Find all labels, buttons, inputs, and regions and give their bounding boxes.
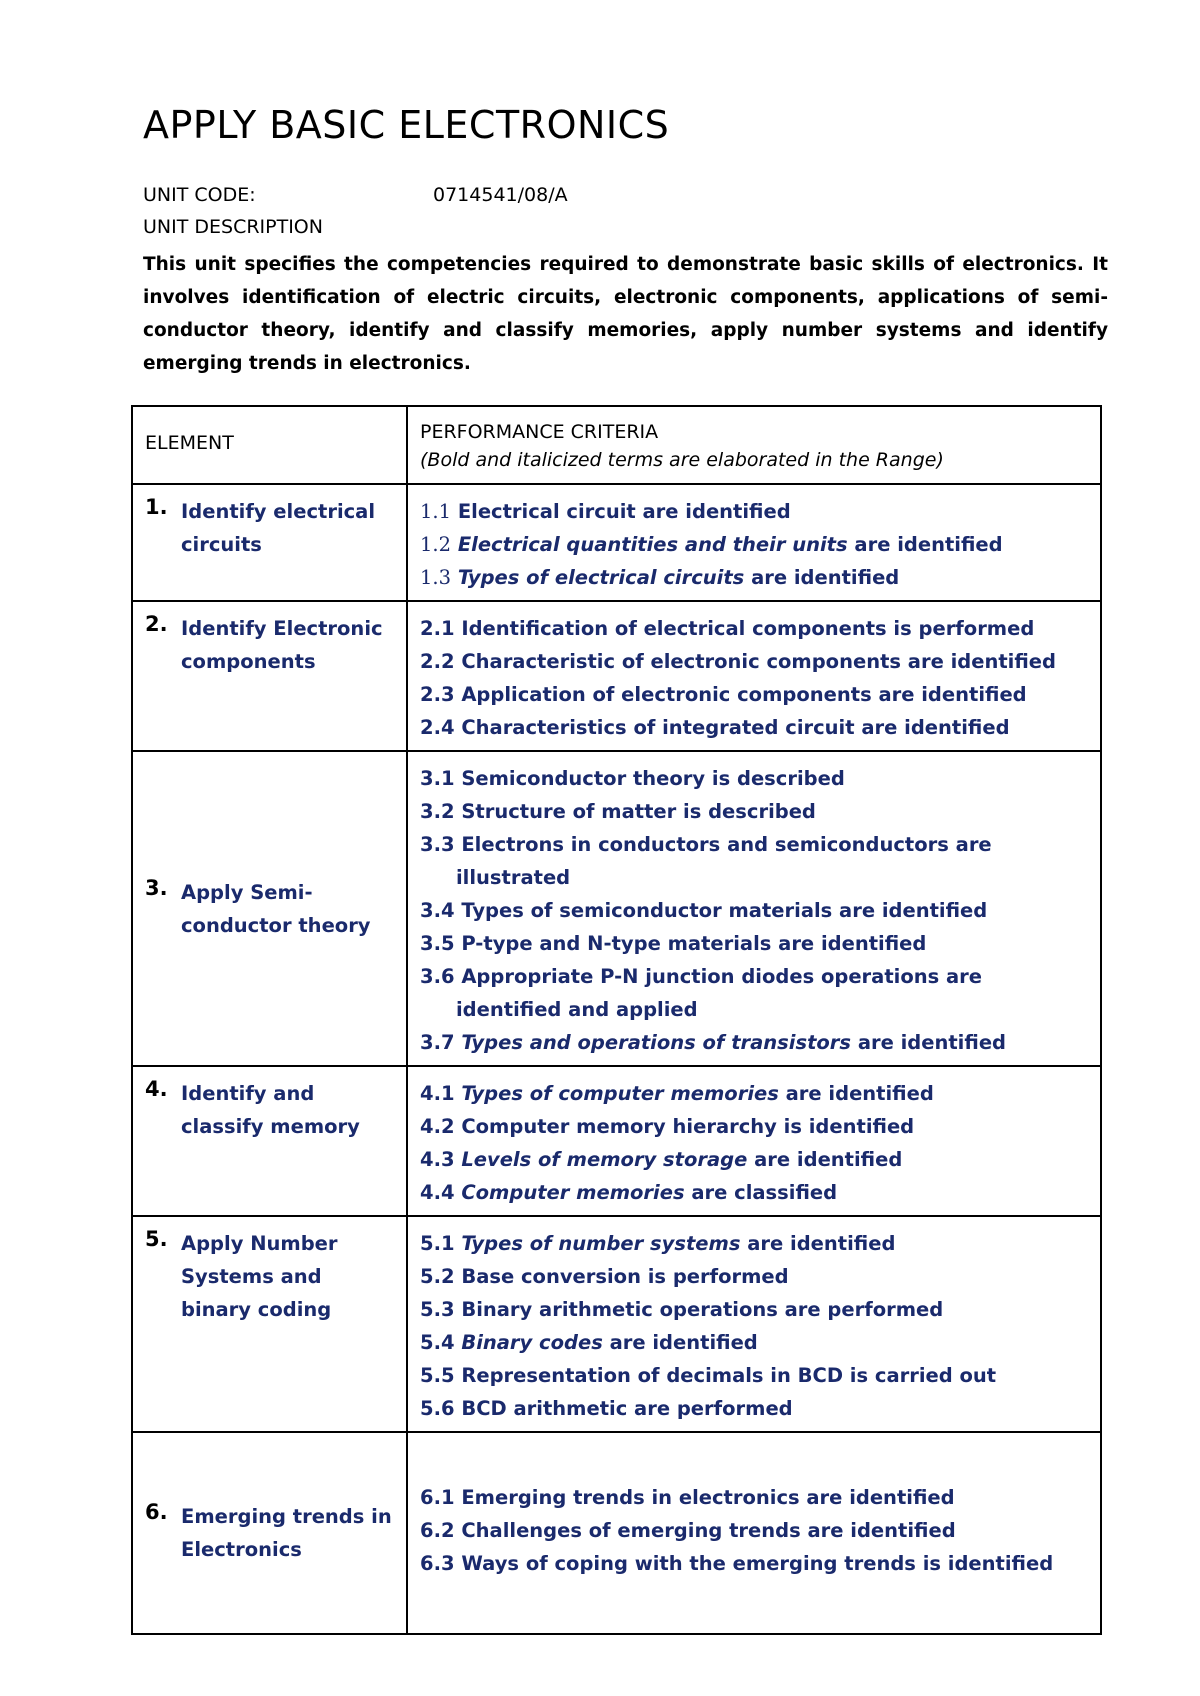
table-row <box>132 1216 1101 1432</box>
criteria-table <box>131 405 1102 1635</box>
criteria-text: Application of electronic components are identified <box>461 683 1027 706</box>
header-element: ELEMENT <box>132 406 407 484</box>
criteria-item <box>420 1293 1088 1326</box>
criteria-item <box>420 927 1088 960</box>
criteria-number: 3.4 <box>420 899 455 922</box>
element-number: 4. <box>145 1077 168 1101</box>
criteria-number: 4.2 <box>420 1115 455 1138</box>
criteria-text: Electrical circuit are identified <box>457 500 791 523</box>
unit-description-heading: UNIT DESCRIPTION <box>143 216 323 238</box>
element-label: Identify electrical circuits <box>181 500 376 556</box>
criteria-item <box>420 1077 1088 1110</box>
criteria-number: 4.4 <box>420 1181 455 1204</box>
criteria-item <box>420 1514 1088 1547</box>
criteria-range-term: Types of number systems <box>461 1232 741 1255</box>
criteria-number: 4.1 <box>420 1082 455 1105</box>
criteria-text: are identified <box>740 1232 896 1255</box>
criteria-number: 3.6 <box>420 965 455 988</box>
element-label: Apply Number Systems and binary coding <box>181 1232 338 1321</box>
criteria-number: 6.1 <box>420 1485 455 1509</box>
criteria-item <box>420 1143 1088 1176</box>
criteria-number: 1.1 <box>420 500 452 523</box>
header-pc-note: (Bold and italicized terms are elaborated in the Range) <box>420 449 944 471</box>
criteria-number: 5.5 <box>420 1364 455 1387</box>
element-cell <box>132 1216 407 1432</box>
criteria-number: 3.2 <box>420 800 455 823</box>
criteria-number: 3.7 <box>420 1031 455 1054</box>
table-row <box>132 751 1101 1066</box>
element-number: 1. <box>145 495 168 519</box>
table-row <box>132 484 1101 601</box>
criteria-range-term: Binary codes <box>461 1331 603 1354</box>
criteria-item <box>420 528 1088 561</box>
element-cell <box>132 751 407 1066</box>
element-label: Identify Electronic components <box>181 617 383 673</box>
criteria-item <box>420 960 1088 1026</box>
criteria-cell <box>407 751 1101 1066</box>
criteria-number: 2.2 <box>420 650 455 673</box>
criteria-range-term: Types and operations of transistors <box>461 1031 852 1054</box>
criteria-item <box>420 828 1088 894</box>
criteria-range-term: Levels of memory storage <box>461 1148 748 1171</box>
header-pc-title: PERFORMANCE CRITERIA <box>420 421 659 443</box>
criteria-item <box>420 1026 1088 1059</box>
criteria-item <box>420 795 1088 828</box>
unit-code-line <box>143 184 568 206</box>
criteria-text: are identified <box>747 1148 903 1171</box>
criteria-item <box>420 612 1088 645</box>
criteria-number: 3.3 <box>420 833 455 856</box>
criteria-text: Base conversion is performed <box>461 1265 789 1288</box>
criteria-item <box>420 711 1088 744</box>
element-number: 3. <box>145 875 168 900</box>
criteria-item <box>420 1547 1088 1580</box>
criteria-number: 3.5 <box>420 932 455 955</box>
criteria-item <box>420 1392 1088 1425</box>
header-performance-criteria <box>407 406 1101 484</box>
criteria-text: are identified <box>602 1331 758 1354</box>
element-cell <box>132 1066 407 1216</box>
element-cell <box>132 484 407 601</box>
criteria-number: 1.3 <box>420 566 452 589</box>
element-number: 2. <box>145 612 168 636</box>
criteria-text: Binary arithmetic operations are performed <box>461 1298 944 1321</box>
criteria-item <box>420 894 1088 927</box>
element-number: 6. <box>145 1500 168 1524</box>
unit-code-label: UNIT CODE: <box>143 184 256 206</box>
criteria-item <box>420 1481 1088 1514</box>
element-label: Identify and classify memory <box>181 1082 360 1138</box>
criteria-item <box>420 495 1088 528</box>
criteria-text: Appropriate P-N junction diodes operations are identified and applied <box>456 965 983 1021</box>
criteria-text: Characteristic of electronic components are identified <box>461 650 1056 673</box>
criteria-text: are classified <box>684 1181 838 1204</box>
criteria-number: 2.4 <box>420 716 455 739</box>
criteria-text: are identified <box>744 566 900 589</box>
table-row <box>132 1066 1101 1216</box>
element-cell <box>132 601 407 751</box>
criteria-text: P-type and N-type materials are identified <box>461 932 927 955</box>
criteria-text: BCD arithmetic are performed <box>461 1397 793 1420</box>
table-header-row <box>132 406 1101 484</box>
criteria-cell <box>407 484 1101 601</box>
criteria-text: Semiconductor theory is described <box>461 767 845 790</box>
criteria-item <box>420 1227 1088 1260</box>
criteria-text: Representation of decimals in BCD is carried out <box>461 1364 997 1387</box>
unit-code-value: 0714541/08/A <box>433 184 568 206</box>
criteria-item <box>420 1110 1088 1143</box>
criteria-text: are identified <box>851 1031 1007 1054</box>
criteria-item <box>420 1176 1088 1209</box>
criteria-number: 5.3 <box>420 1298 455 1321</box>
table-row <box>132 601 1101 751</box>
criteria-text: Characteristics of integrated circuit are identified <box>461 716 1010 739</box>
element-cell <box>132 1432 407 1634</box>
criteria-item <box>420 1326 1088 1359</box>
criteria-text: Challenges of emerging trends are identified <box>461 1518 956 1542</box>
criteria-cell <box>407 1432 1101 1634</box>
criteria-text: Types of semiconductor materials are identified <box>461 899 988 922</box>
criteria-number: 6.3 <box>420 1551 455 1575</box>
criteria-number: 5.2 <box>420 1265 455 1288</box>
criteria-text: Emerging trends in electronics are identified <box>461 1485 955 1509</box>
criteria-text: Electrons in conductors and semiconductors are illustrated <box>456 833 992 889</box>
criteria-cell <box>407 1216 1101 1432</box>
table-row <box>132 1432 1101 1634</box>
element-label: Apply Semi-conductor theory <box>181 880 371 937</box>
unit-description-text: This unit specifies the competencies required to demonstrate basic skills of electronics. It involves identification of electric circuits, electronic components, applications of semi-conductor theory, identify and classify memories, apply number systems and identify emerging trends in electronics. <box>143 254 1108 374</box>
criteria-cell <box>407 1066 1101 1216</box>
criteria-cell <box>407 601 1101 751</box>
criteria-text: are identified <box>847 533 1003 556</box>
criteria-range-term: Computer memories <box>461 1181 685 1204</box>
criteria-number: 5.4 <box>420 1331 455 1354</box>
criteria-text: Structure of matter is described <box>461 800 816 823</box>
page-title: APPLY BASIC ELECTRONICS <box>143 103 670 147</box>
criteria-item <box>420 561 1088 594</box>
criteria-item <box>420 762 1088 795</box>
criteria-number: 3.1 <box>420 767 455 790</box>
criteria-number: 1.2 <box>420 533 452 556</box>
criteria-number: 2.1 <box>420 617 455 640</box>
criteria-range-term: Electrical quantities and their units <box>457 533 848 556</box>
criteria-text: Identification of electrical components is performed <box>461 617 1035 640</box>
criteria-number: 4.3 <box>420 1148 455 1171</box>
element-label: Emerging trends in Electronics <box>181 1505 392 1561</box>
criteria-range-term: Types of computer memories <box>461 1082 779 1105</box>
criteria-text: are identified <box>778 1082 934 1105</box>
criteria-number: 5.6 <box>420 1397 455 1420</box>
criteria-item <box>420 645 1088 678</box>
criteria-text: Ways of coping with the emerging trends is identified <box>461 1551 1054 1575</box>
criteria-range-term: Types of electrical circuits <box>457 566 745 589</box>
criteria-item <box>420 1359 1088 1392</box>
criteria-text: Computer memory hierarchy is identified <box>461 1115 915 1138</box>
criteria-number: 2.3 <box>420 683 455 706</box>
element-number: 5. <box>145 1227 168 1251</box>
criteria-item <box>420 678 1088 711</box>
criteria-item <box>420 1260 1088 1293</box>
criteria-number: 5.1 <box>420 1232 455 1255</box>
criteria-number: 6.2 <box>420 1518 455 1542</box>
